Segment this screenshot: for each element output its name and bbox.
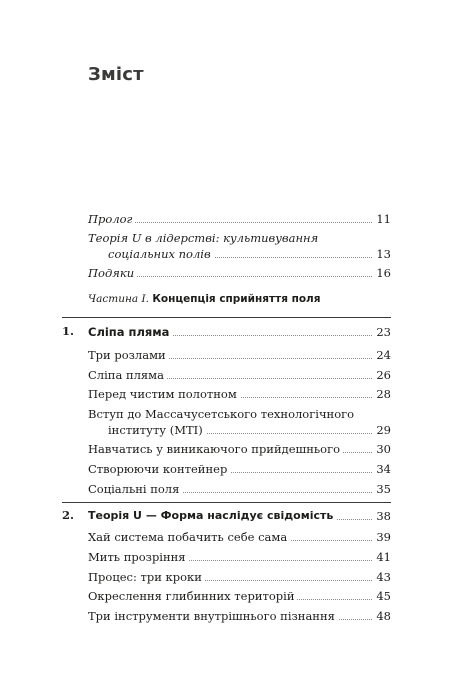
chapter-title: Сліпа пляма [88, 324, 172, 340]
toc-subentry [0, 588, 459, 604]
toc-subentry-page: 26 [373, 367, 391, 383]
toc-subentry-page: 41 [373, 549, 391, 565]
toc-subentry-page: 43 [373, 569, 391, 585]
chapter-divider [62, 502, 391, 503]
toc-subentry-page: 24 [373, 347, 391, 363]
toc-subentry-label: Три розлами [88, 347, 169, 363]
toc-subentry-page: 45 [373, 588, 391, 604]
toc-subentry [0, 367, 459, 383]
chapter-2-entry [0, 508, 459, 524]
toc-subentry-page: 35 [373, 481, 391, 497]
toc-subentry [0, 549, 459, 565]
toc-entry-label-line2: соціальних полів [108, 246, 214, 262]
dot-leader [160, 358, 384, 359]
toc-subentry-page: 39 [373, 529, 391, 545]
toc-subentry-label: Соціальні поля [88, 481, 182, 497]
toc-subentry-label: Навчатись у виникаючого прийдешнього [88, 441, 343, 457]
dot-leader [150, 335, 384, 336]
toc-entry-page: 11 [373, 211, 391, 227]
toc-subentry [0, 406, 459, 438]
part-heading [88, 293, 321, 305]
toc-subentry-page: 34 [373, 461, 391, 477]
dot-leader [120, 222, 384, 223]
toc-entry-label: Пролог [88, 211, 135, 227]
toc-entry-label: Подяки [88, 265, 137, 281]
toc-subentry-label-line2: інституту (MTI) [108, 422, 206, 438]
toc-subentry-label: Створюючи контейнер [88, 461, 230, 477]
toc-subentry [0, 347, 459, 363]
toc-subentry-label: Хай система побачить себе сама [88, 529, 290, 545]
part-prefix: Частина І. [88, 293, 149, 305]
toc-subentry-label: Окреслення глибинних територій [88, 588, 297, 604]
dot-leader [130, 276, 384, 277]
toc-subentry [0, 481, 459, 497]
toc-subentry-page: 30 [373, 441, 391, 457]
toc-entry-page: 13 [373, 246, 391, 262]
toc-subentry-page: 29 [373, 422, 391, 438]
dot-leader [160, 378, 384, 379]
dot-leader [175, 492, 384, 493]
chapter-divider [62, 317, 391, 318]
chapter-page: 38 [373, 508, 391, 524]
chapter-number: 1. [62, 324, 75, 338]
dot-leader [200, 433, 384, 434]
toc-entry-acknowledgements [0, 265, 459, 281]
toc-subentry-page: 28 [373, 386, 391, 402]
toc-subentry-label: Три інструменти внутрішнього пізнання [88, 608, 338, 624]
dot-leader [210, 472, 384, 473]
chapter-number: 2. [62, 508, 75, 522]
toc-subentry-label: Перед чистим полотном [88, 386, 240, 402]
toc-entry-label-line1: Теорія U в лідерстві: культивування [88, 230, 321, 246]
toc-subentry [0, 569, 459, 585]
toc-subentry-label: Процес: три кроки [88, 569, 205, 585]
toc-subentry-label-line1: Вступ до Массачусетського технологічного [88, 406, 357, 422]
chapter-page: 23 [373, 324, 391, 340]
toc-subentry [0, 441, 459, 457]
chapter-1-entry [0, 324, 459, 340]
toc-subentry-label: Сліпа пляма [88, 367, 167, 383]
dot-leader [205, 580, 384, 581]
toc-subentry [0, 386, 459, 402]
toc-subentry [0, 461, 459, 477]
toc-subentry [0, 608, 459, 624]
part-title: Концепція сприйняття поля [152, 293, 321, 305]
toc-subentry-page: 48 [373, 608, 391, 624]
toc-entry-prologue [0, 211, 459, 227]
toc-entry-theory-u-leadership [0, 230, 459, 262]
toc-subentry-label: Мить прозріння [88, 549, 189, 565]
dot-leader [185, 560, 384, 561]
toc-entry-page: 16 [373, 265, 391, 281]
chapter-title: Теорія U — Форма наслідує свідомість [88, 508, 336, 524]
page-title: Зміст [88, 64, 144, 85]
toc-subentry [0, 529, 459, 545]
